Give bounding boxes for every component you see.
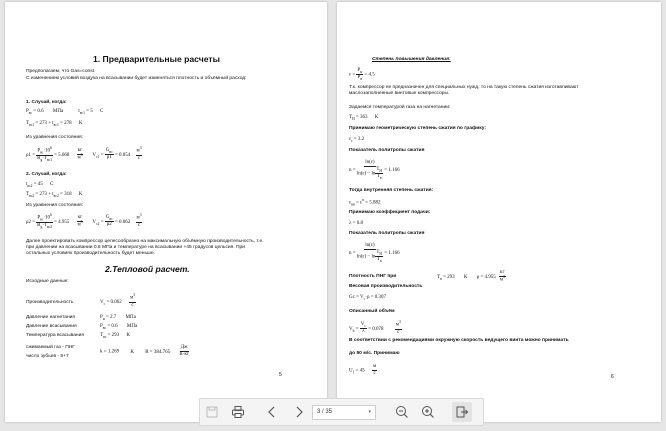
case-heading: 2. Случай, когда:	[26, 172, 67, 177]
param-label: Температура всасывания	[26, 333, 84, 338]
formula-eg: $\varepsilon_г = 3.2$	[349, 137, 365, 143]
formula-evn: $\varepsilon_{вн} = \varepsilon^n = 5.882$	[349, 198, 381, 207]
formula-p: $P_{вс} = 0.6$ МПа $t_{вс1} = 5$ C	[26, 109, 104, 115]
text-paragraph: Т.к. компрессор не предназначен для специальных нужд, то на такую степень сжатия изготавливают маслозаполненные винтовые компрессоры.	[349, 85, 579, 96]
text-paragraph: С изменением условий воздуха на всасывании будет изменяться плотность и объёмный расход:	[26, 76, 247, 81]
formula-lambda: λ = 0.8	[349, 221, 363, 226]
section-heading-1: 1. Предварительные расчеты	[93, 54, 220, 64]
save-icon	[205, 405, 219, 419]
text-heading: Описанный объём	[349, 309, 395, 314]
print-button[interactable]	[228, 402, 248, 422]
formula-gc: $Gc = V_с\cdot\rho = 0.307$	[349, 295, 387, 301]
formula-T1: $T_{вс1} = 273 + t_{вс1} = 278$ K	[26, 121, 83, 127]
next-page-icon	[292, 405, 306, 419]
text-line: Исходные данные:	[26, 279, 69, 284]
zoom-out-icon	[395, 405, 409, 419]
viewer-toolbar	[199, 398, 484, 426]
page-number: 5	[279, 372, 282, 378]
formula-density: $T_в = 293$ K ρ = 4.955 $\frac{кг}{м^3}$	[437, 270, 505, 283]
text-line: Предполагаем, что Gas=const	[26, 69, 95, 74]
param-value: $T_{вс} = 293$ K	[100, 333, 131, 339]
zoom-in-button[interactable]	[418, 402, 438, 422]
save-button[interactable]	[202, 402, 222, 422]
page-indicator: 3 / 35	[317, 409, 333, 415]
text-heading: Принимаю геометрическую степень сжатия по графику:	[349, 126, 487, 131]
param-label: Давление всасывания	[26, 324, 77, 329]
param-label: Производительность	[26, 300, 74, 305]
next-page-button[interactable]	[289, 402, 309, 422]
exit-button[interactable]	[452, 402, 472, 422]
formula-U1: $U_1 = 45$ $\frac{м}{с}$	[349, 364, 377, 376]
formula-n2: n = ln(ε) ln(ε) − ln $\frac{T_H}{T_в}$ = 1.166	[349, 243, 400, 263]
formula-rho2: ρ2 = $\frac{P_{вс}\cdot 10^6}{R_g\cdot T_{вс2}}$ = 4.955 $\frac{кг}{м^3}$ $V_{с2}$ = $\frac{G_{вс}}{\rho 2}$ = 0.062 $\frac{м^3}{с}$	[26, 213, 142, 229]
param-value: $P_{вс} = 0.6$ МПа	[100, 324, 138, 330]
document-page-right	[337, 2, 661, 422]
case-heading: 1. Случай, когда:	[26, 100, 67, 105]
text-line: Задаемся температурой газа на нагнетании:	[349, 105, 451, 110]
text-heading: Тогда внутренняя степень сжатия:	[349, 188, 434, 193]
text-heading: Показатель политропы сжатия	[349, 231, 425, 236]
param-label: Давление нагнетания	[26, 315, 76, 320]
text-heading: В соответствии с рекомендациями окружную скорость ведущего винта можно принимать	[349, 338, 569, 343]
zoom-in-icon	[421, 405, 435, 419]
text-heading: Весовая производительность	[349, 284, 423, 289]
text-line: Из уравнения состояния:	[26, 203, 84, 208]
formula-t2: $t_{вс2} = 45$ C	[26, 182, 54, 188]
formula-Vh: $V_h$ = $\frac{V_с}{\lambda}$ = 0.078 $\frac{м^3}{с}$	[349, 320, 401, 335]
text-heading: до 50 м/с. Принимаю	[349, 351, 400, 356]
text-line: Из уравнения состояния:	[26, 135, 84, 140]
page-selector[interactable]	[312, 405, 376, 420]
formula-TH: $T_H = 363$ K	[349, 115, 379, 121]
formula-eps: ε = $\frac{P_н}{P_в}$ = 4.5	[349, 68, 375, 81]
text-heading: Показатель политропы сжатия	[349, 148, 425, 153]
formula-rho1: ρ1 = $\frac{P_{вс}\cdot 10^6}{R_g\cdot T_{вс1}}$ = 5.668 $\frac{кг}{м^3}$ $V_{с1}$ = $\frac{G_{вс}}{\rho 1}$ = 0.054 $\frac{м^3}{с}$	[26, 146, 142, 162]
param-value: $V_c = 0.062$ $\frac{м^3}{с}$	[100, 293, 136, 308]
param-value: $P_н = 2.7$ МПа	[100, 315, 136, 321]
formula-n1: n = ln(ε) ln(ε) − ln $\frac{T_H}{T_в}$ = 1.166	[349, 160, 400, 180]
prev-page-button[interactable]	[262, 402, 282, 422]
param-value: k = 1.269 K R = 384.765 $\frac{Дж}{К\cdot кг}$	[100, 345, 189, 357]
text-paragraph: Далее проектировать компрессор целесообразно на максимальную объёмную производительность, т.е. при давлении на всасывании 0.6 МПа и температуре на всасывании +45 градусов цельсия. При остальных условиях производительность будет меньше.	[26, 239, 264, 256]
page-number: 6	[611, 374, 614, 380]
zoom-out-button[interactable]	[392, 402, 412, 422]
exit-icon	[455, 405, 469, 419]
section-title: Степень повышения давления:	[372, 57, 451, 62]
document-page-left	[5, 2, 327, 422]
print-icon	[231, 405, 245, 419]
text-heading: Принимаю коэффициент подачи:	[349, 210, 431, 215]
dropdown-icon: ▾	[368, 409, 371, 415]
prev-page-icon	[265, 405, 279, 419]
section-heading-2: 2.Тепловой расчет.	[105, 264, 190, 274]
param-label: число зубьев - 5+7	[26, 354, 69, 359]
formula-T2: $T_{вс2} = 273 + t_{вс2} = 318$ K	[26, 192, 83, 198]
text-heading: Плотность ПНГ при	[349, 274, 397, 279]
param-label: сжимаемый газ - ПНГ	[26, 345, 75, 350]
